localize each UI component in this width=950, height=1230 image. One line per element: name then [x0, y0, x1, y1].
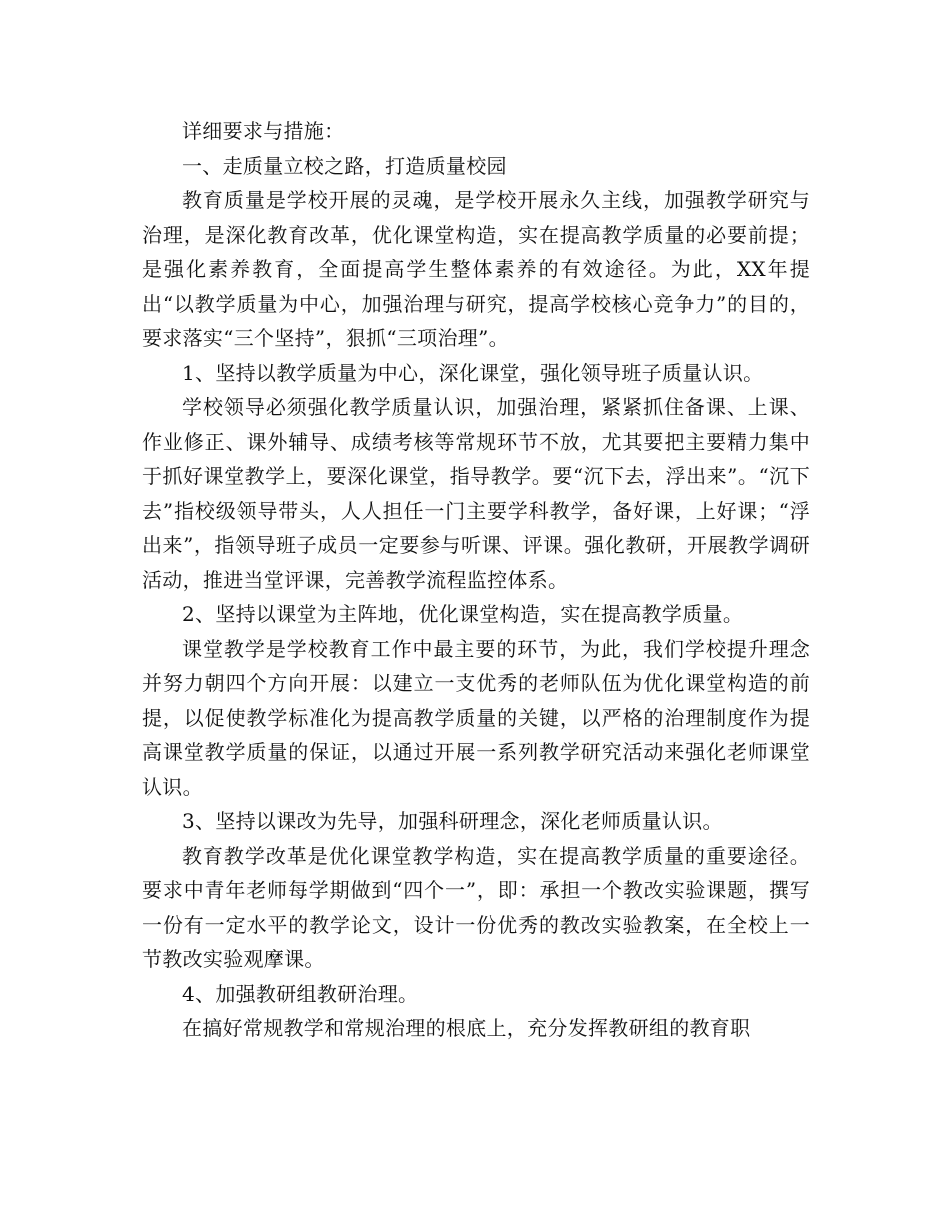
subsection-heading-2: 2、坚持以课堂为主阵地，优化课堂构造，实在提高教学质量。 — [182, 602, 744, 626]
subsection-heading-4: 4、加强教研组教研治理。 — [182, 981, 419, 1006]
document-body — [142, 114, 810, 1046]
paragraph: 教育教学改革是优化课堂教学构造，实在提高教学质量的重要途径。要求中青年老师每学期做到“四个一”，即：承担一个教改实验课题，撰写一份有一定水平的教学论文，设计一份优秀的教改实验教案，在全校上一节教改实验观摩课。 — [142, 843, 810, 971]
section-intro-heading: 详细要求与措施： — [182, 119, 345, 143]
paragraph: 教育质量是学校开展的灵魂，是学校开展永久主线，加强教学研究与治理，是深化教育改革，优化课堂构造，实在提高教学质量的必要前提；是强化素养教育，全面提高学生整体素养的有效途径。为此，XX年提出“以教学质量为中心，加强治理与研究，提高学校核心竞争力”的目的，要求落实“三个坚持”，狠抓“三项治理”。 — [142, 188, 810, 350]
paragraph: 学校领导必须强化教学质量认识，加强治理，紧紧抓住备课、上课、作业修正、课外辅导、成绩考核等常规环节不放，尤其要把主要精力集中于抓好课堂教学上，要深化课堂，指导教学。要“沉下去，浮出来”。“沉下去”指校级领导带头，人人担任一门主要学科教学，备好课，上好课；“浮出来”，指领导班子成员一定要参与听课、评课。强化教研，开展教学调研活动，推进当堂评课，完善教学流程监控体系。 — [142, 395, 810, 592]
subsection-heading-3: 3、坚持以课改为先导，加强科研理念，深化老师质量认识。 — [182, 809, 723, 833]
section-heading-1: 一、走质量立校之路，打造质量校园 — [182, 153, 507, 178]
subsection-heading-1: 1、坚持以教学质量为中心，深化课堂，强化领导班子质量认识。 — [182, 360, 764, 385]
paragraph: 在搞好常规教学和常规治理的根底上，充分发挥教研组的教育职 — [182, 1016, 751, 1040]
paragraph: 课堂教学是学校教育工作中最主要的环节，为此，我们学校提升理念并努力朝四个方向开展：以建立一支优秀的老师队伍为优化课堂构造的前提，以促使教学标准化为提高教学质量的关键，以严格的治理制度作为提高课堂教学质量的保证，以通过开展一系列教学研究活动来强化老师课堂认识。 — [142, 636, 810, 799]
